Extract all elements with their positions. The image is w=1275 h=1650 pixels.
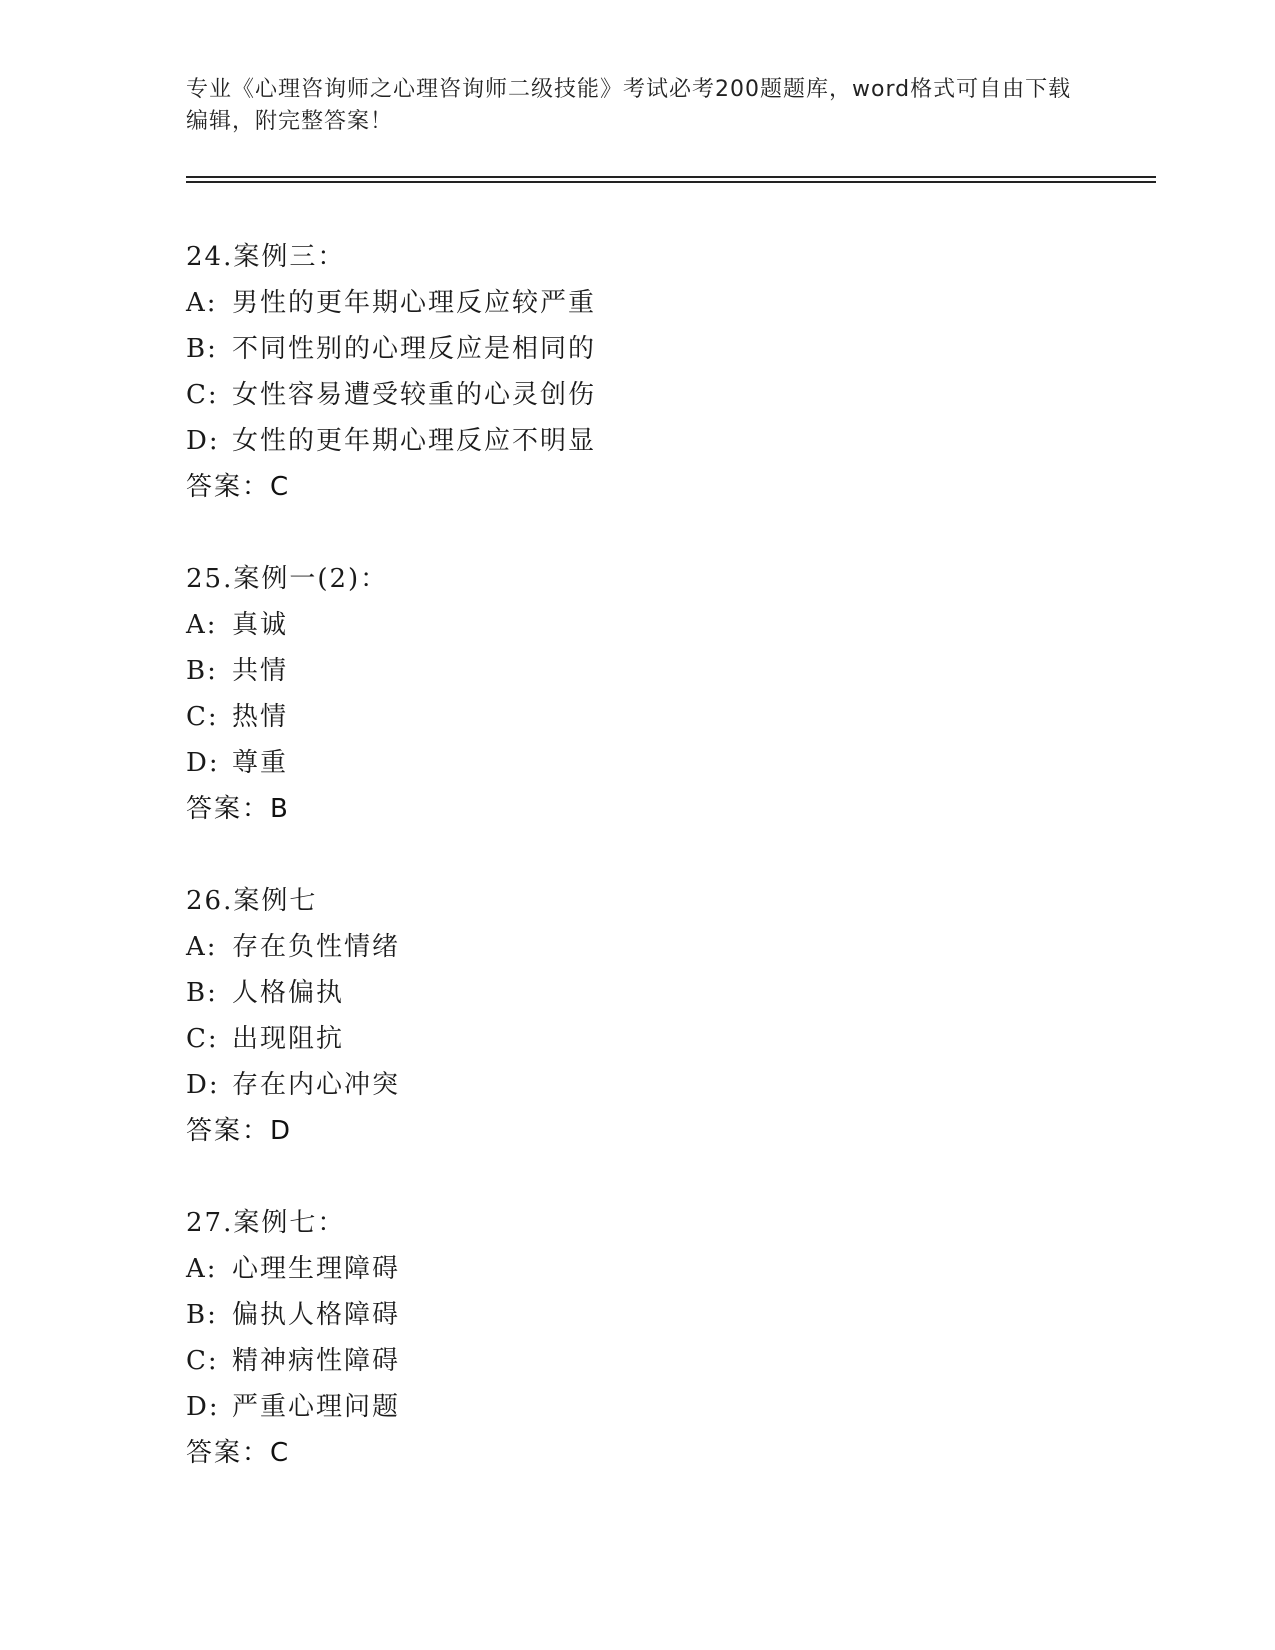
option-a: [186, 280, 1146, 326]
option-letter: B:: [186, 1300, 218, 1330]
option-text: 存在内心冲突: [232, 1070, 401, 1100]
option-text: 严重心理问题: [232, 1392, 401, 1422]
option-d: [186, 1062, 1146, 1108]
answer-line: 答案：D: [186, 1116, 293, 1146]
option-letter: A:: [186, 288, 218, 318]
answer-line: 答案：B: [186, 794, 290, 824]
option-text: 不同性别的心理反应是相同的: [232, 334, 597, 364]
question-item: [186, 556, 1146, 832]
option-text: 偏执人格障碍: [232, 1300, 401, 1330]
answer-line: 答案：C: [186, 1438, 291, 1468]
option-d: [186, 740, 1146, 786]
question-item: [186, 234, 1146, 510]
header-intro-text: 专业《心理咨询师之心理咨询师二级技能》考试必考200题题库，word格式可自由下载编辑，附完整答案！: [186, 77, 1072, 134]
option-b: [186, 648, 1146, 694]
option-text: 人格偏执: [232, 978, 345, 1008]
document-header: [186, 74, 1086, 138]
option-letter: D:: [186, 426, 220, 456]
option-letter: D:: [186, 1392, 220, 1422]
option-c: [186, 1338, 1146, 1384]
option-c: [186, 694, 1146, 740]
header-divider-bottom: [186, 181, 1156, 183]
option-letter: C:: [186, 1346, 219, 1376]
option-text: 女性容易遭受较重的心灵创伤: [232, 380, 597, 410]
option-text: 尊重: [232, 748, 289, 778]
question-title: 26.案例七: [186, 886, 318, 916]
option-letter: B:: [186, 656, 218, 686]
option-d: [186, 418, 1146, 464]
option-letter: A:: [186, 1254, 218, 1284]
option-letter: C:: [186, 1024, 219, 1054]
option-text: 共情: [232, 656, 289, 686]
option-b: [186, 970, 1146, 1016]
option-b: [186, 326, 1146, 372]
option-text: 男性的更年期心理反应较严重: [232, 288, 597, 318]
option-c: [186, 372, 1146, 418]
option-d: [186, 1384, 1146, 1430]
question-title: 24.案例三：: [186, 242, 346, 272]
option-text: 真诚: [232, 610, 289, 640]
option-letter: D:: [186, 1070, 220, 1100]
option-a: [186, 602, 1146, 648]
answer-line: 答案：C: [186, 472, 291, 502]
question-list: [186, 234, 1146, 1522]
question-title: 25.案例一(2)：: [186, 564, 389, 594]
option-b: [186, 1292, 1146, 1338]
header-divider-top: [186, 176, 1156, 178]
option-letter: A:: [186, 932, 218, 962]
question-title: 27.案例七：: [186, 1208, 346, 1238]
option-text: 出现阻抗: [232, 1024, 345, 1054]
option-a: [186, 924, 1146, 970]
option-text: 存在负性情绪: [232, 932, 401, 962]
option-letter: C:: [186, 380, 219, 410]
option-text: 心理生理障碍: [232, 1254, 401, 1284]
option-letter: A:: [186, 610, 218, 640]
option-text: 热情: [232, 702, 289, 732]
option-c: [186, 1016, 1146, 1062]
option-text: 精神病性障碍: [232, 1346, 401, 1376]
question-item: [186, 1200, 1146, 1476]
option-text: 女性的更年期心理反应不明显: [232, 426, 597, 456]
option-letter: B:: [186, 334, 218, 364]
option-letter: C:: [186, 702, 219, 732]
option-letter: B:: [186, 978, 218, 1008]
option-a: [186, 1246, 1146, 1292]
question-item: [186, 878, 1146, 1154]
option-letter: D:: [186, 748, 220, 778]
